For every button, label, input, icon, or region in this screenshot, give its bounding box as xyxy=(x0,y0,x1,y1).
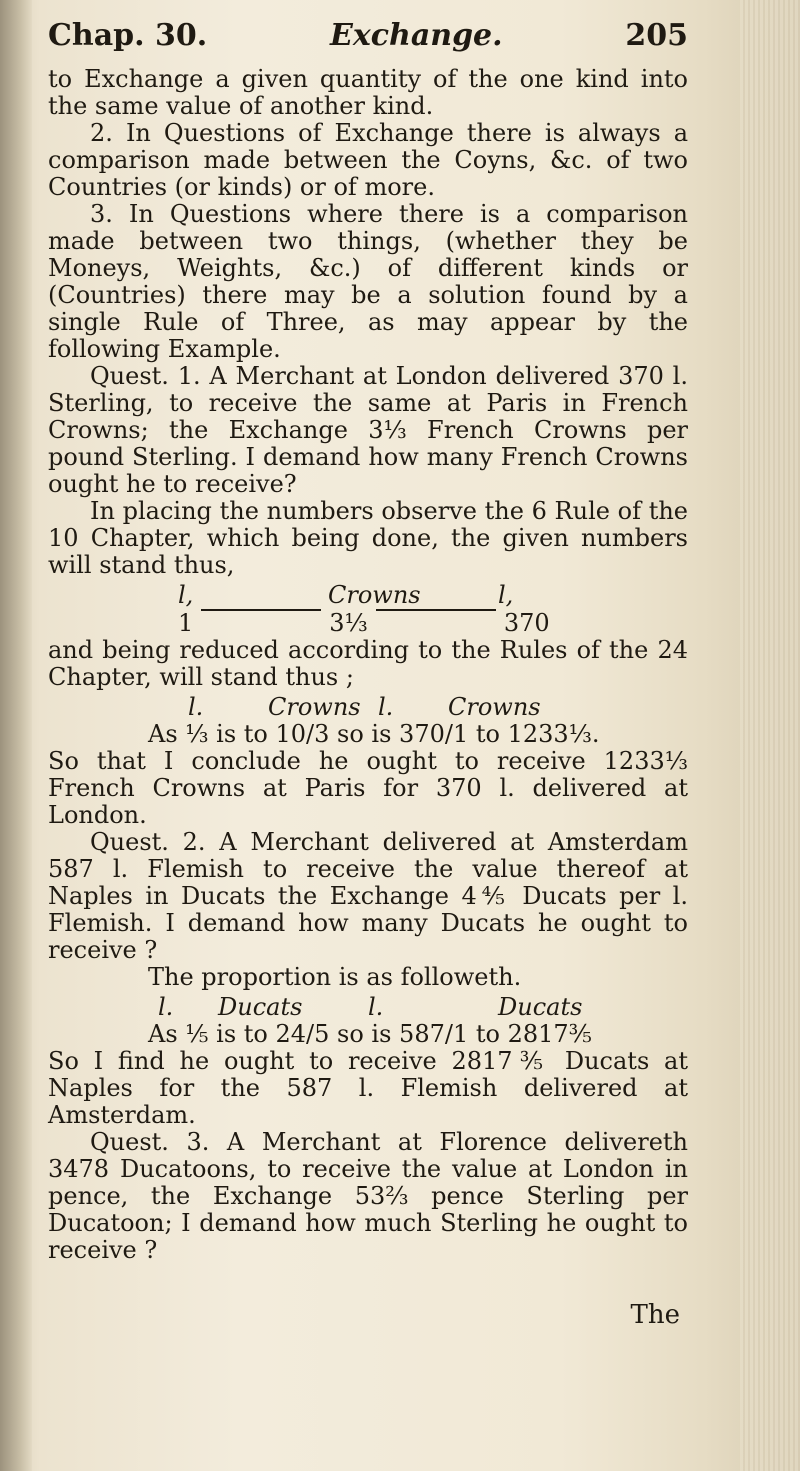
text-block xyxy=(48,18,688,1264)
value-370: 370 xyxy=(503,609,550,637)
page-fore-edge xyxy=(740,0,800,1471)
question-1: Quest. 1. A Merchant at London delivered 370 l. Sterling, to receive the same at Paris in French Crowns; the Exchange 3⅓ French Crowns per pound Sterling. I demand how many French Crowns ought he to receive? xyxy=(48,362,688,498)
catchword: The xyxy=(630,1300,680,1330)
placing-instructions: In placing the numbers observe the 6 Rule of the 10 Chapter, which being done, the given numbers will stand thus, xyxy=(48,497,688,579)
question-3: Quest. 3. A Merchant at Florence delivereth 3478 Ducatoons, to receive the value at London in pence, the Exchange 53⅔ pence Sterling per Ducatoon; I demand how much Sterling he ought to receive ? xyxy=(48,1128,688,1264)
divider-line-2 xyxy=(376,609,496,611)
page-title: Exchange. xyxy=(329,18,503,53)
label-l-2: l, xyxy=(498,581,514,609)
label-ducats-2: Ducats xyxy=(498,993,583,1021)
divider-line xyxy=(201,609,321,611)
setup-3-labels xyxy=(48,993,688,1021)
label-l-2: l. xyxy=(378,693,394,721)
paragraph-find: So I find he ought to receive 2817⅗ Ducats at Naples for the 587 l. Flemish delivered at Amsterdam. xyxy=(48,1047,688,1129)
label-crowns: Crowns xyxy=(268,693,361,721)
proportion-heading: The proportion is as followeth. xyxy=(148,963,522,991)
setup-1-values xyxy=(48,609,688,637)
value-rate: 3⅓ xyxy=(329,609,368,637)
paragraph-continuation: to Exchange a given quantity of the one kind into the same value of another kind. xyxy=(48,65,688,120)
page-number: 205 xyxy=(625,18,688,53)
question-2: Quest. 2. A Merchant delivered at Amsterdam 587 l. Flemish to receive the value thereof at Naples in Ducats the Exchange 4⅘ Ducats per l. Flemish. I demand how many Ducats he ought to receive ? xyxy=(48,828,688,964)
label-l: l. xyxy=(158,993,174,1021)
paragraph-reduced: and being reduced according to the Rules of the 24 Chapter, will stand thus ; xyxy=(48,636,688,691)
label-ducats: Ducats xyxy=(218,993,303,1021)
paragraph-3: 3. In Questions where there is a comparison made between two things, (whether they be Moneys, Weights, &c.) of different kinds or (Countries) there may be a solution found by a single Rule of Three, as may appear by the following Example. xyxy=(48,200,688,363)
label-l: l, xyxy=(178,581,194,609)
label-l: l. xyxy=(188,693,204,721)
running-header xyxy=(48,18,688,66)
paragraph-2: 2. In Questions of Exchange there is always a comparison made between the Coyns, &c. of two Countries (or kinds) or of more. xyxy=(48,119,688,201)
page-gutter xyxy=(0,0,32,1471)
setup-1-labels xyxy=(48,581,688,609)
label-crowns: Crowns xyxy=(328,581,421,609)
proportion-line-2: As ⅕ is to 24/5 so is 587/1 to 2817⅗ xyxy=(148,1020,592,1048)
setup-2-labels xyxy=(48,693,688,721)
paragraph-conclusion: So that I conclude he ought to receive 1233⅓ French Crowns at Paris for 370 l. delivered at London. xyxy=(48,747,688,829)
chapter-label: Chap. 30. xyxy=(48,18,208,53)
label-l-2: l. xyxy=(368,993,384,1021)
label-crowns-2: Crowns xyxy=(448,693,541,721)
value-1: 1 xyxy=(178,609,194,637)
proportion-line-1: As ⅓ is to 10/3 so is 370/1 to 1233⅓. xyxy=(148,720,600,748)
